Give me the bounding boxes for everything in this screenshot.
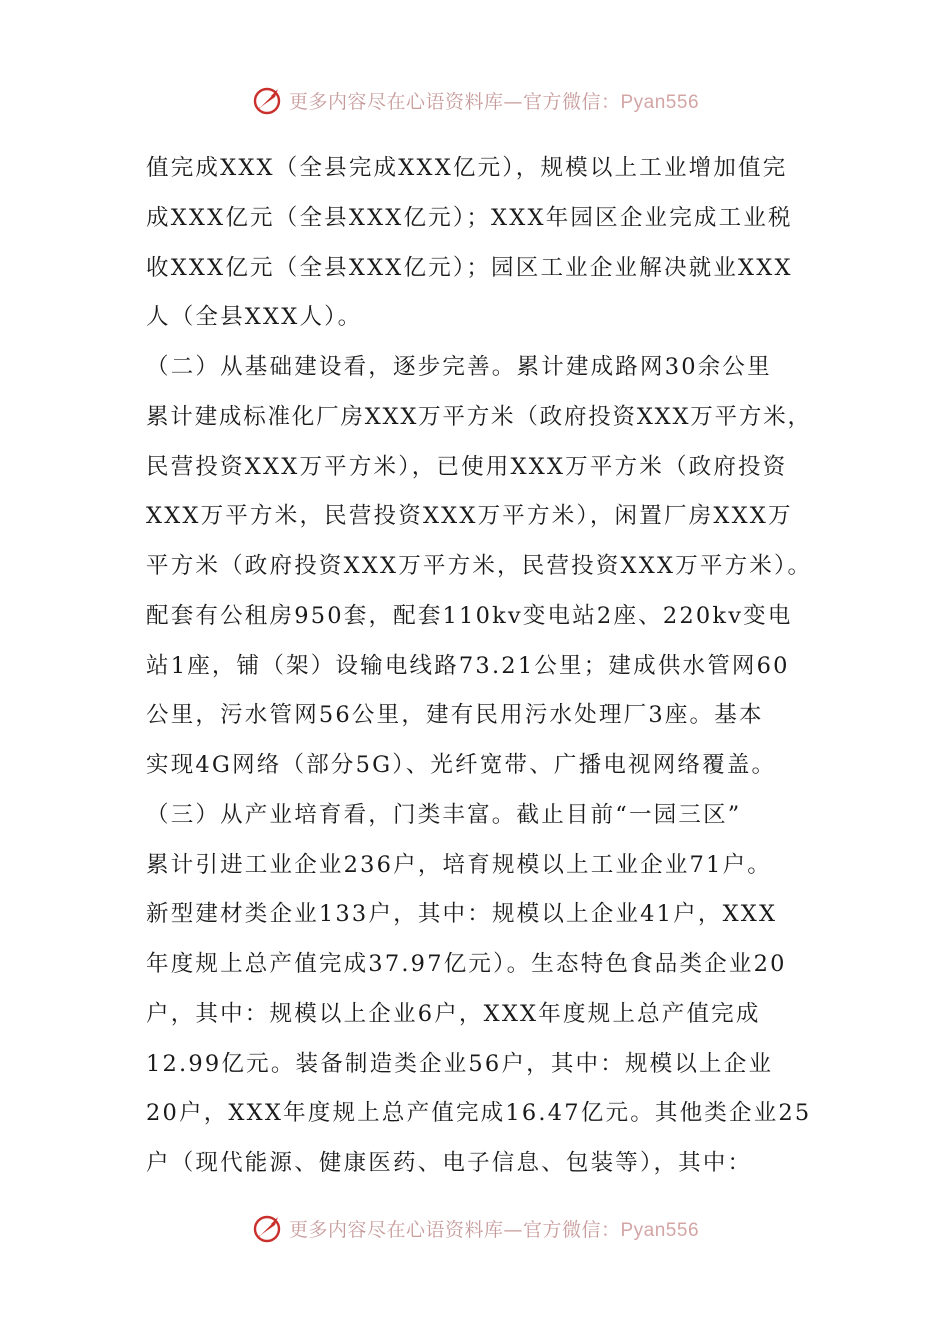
quill-logo-icon (251, 1212, 283, 1244)
text-line: 累计引进工业企业236户，培育规模以上工业企业71户。 (146, 851, 772, 878)
text-line: 平方米（政府投资XXX万平方米，民营投资XXX万平方米）。 (146, 553, 813, 579)
text-line: 户，其中：规模以上企业6户，XXX年度规上总产值完成 (146, 1000, 761, 1027)
text-line: 新型建材类企业133户，其中：规模以上企业41户，XXX (146, 901, 778, 928)
text-line: 实现4G网络（部分5G）、光纤宽带、广播电视网络覆盖。 (146, 752, 777, 778)
text-line: （二）从基础建设看，逐步完善。累计建成路网30余公里 (146, 354, 772, 380)
body-text (146, 144, 816, 1189)
header-watermark (0, 84, 950, 116)
text-line: 年度规上总产值完成37.97亿元）。生态特色食品类企业20 (146, 951, 787, 977)
text-line: 公里，污水管网56公里，建有民用污水处理厂3座。基本 (146, 702, 764, 729)
text-line: 配套有公租房950套，配套110kv变电站2座、220kv变电 (146, 602, 793, 629)
text-line: 值完成XXX（全县完成XXX亿元），规模以上工业增加值完 (146, 155, 788, 181)
watermark-text: 更多内容尽在心语资料库—官方微信：Pyan556 (288, 1218, 700, 1241)
text-line: （三）从产业培育看，门类丰富。截止目前“一园三区” (146, 801, 742, 828)
quill-logo-icon (251, 84, 283, 116)
text-line: 12.99亿元。装备制造类企业56户，其中：规模以上企业 (146, 1050, 774, 1077)
text-line: 20户，XXX年度规上总产值完成16.47亿元。其他类企业25 (146, 1100, 812, 1127)
text-line: 民营投资XXX万平方米），已使用XXX万平方米（政府投资 (146, 453, 788, 480)
text-line: 户（现代能源、健康医药、电子信息、包装等），其中： (146, 1150, 753, 1176)
text-line: 累计建成标准化厂房XXX万平方米（政府投资XXX万平方米， (146, 403, 812, 430)
text-line: 站1座，铺（架）设输电线路73.21公里；建成供水管网60 (146, 652, 790, 679)
text-line: 收XXX亿元（全县XXX亿元）；园区工业企业解决就业XXX (146, 254, 793, 281)
watermark-text: 更多内容尽在心语资料库—官方微信：Pyan556 (288, 90, 700, 113)
text-line: XXX万平方米，民营投资XXX万平方米），闲置厂房XXX万 (146, 503, 793, 530)
footer-watermark (0, 1212, 950, 1244)
text-line: 人（全县XXX人）。 (146, 304, 363, 331)
text-line: 成XXX亿元（全县XXX亿元）；XXX年园区企业完成工业税 (146, 204, 793, 231)
